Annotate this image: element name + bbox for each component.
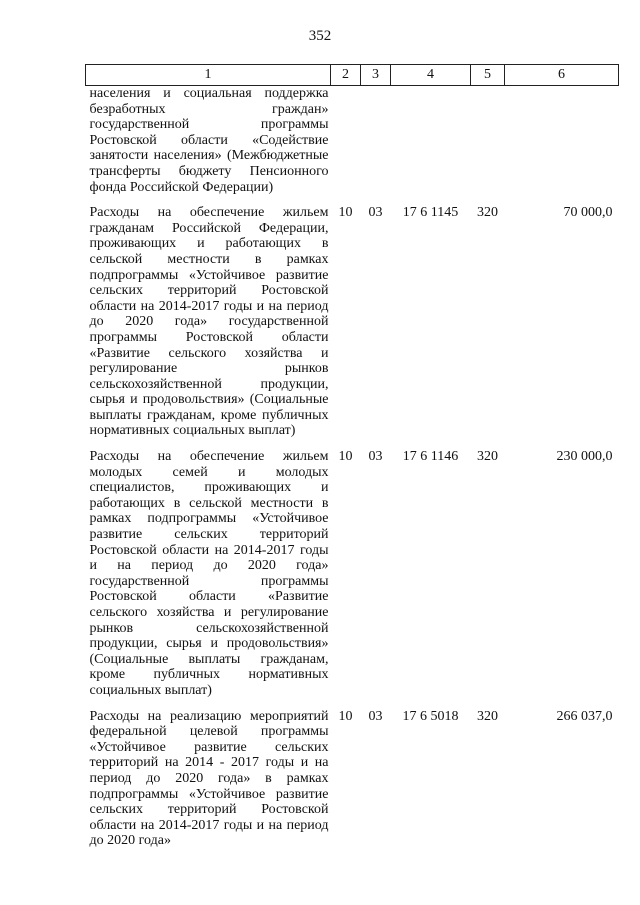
row-amount: 230 000,0: [556, 449, 613, 465]
row-subsection: 03: [368, 449, 383, 465]
row-subsection: 03: [368, 205, 383, 221]
row-amount: 266 037,0: [556, 708, 613, 724]
row-description: Расходы на обеспечение жильем гражданам Российской Федерации, проживающих и работающих в сельской местности в рамках подпрограммы «Устойчивое развитие сельских территорий Ростовской области на 2014-2017 годы и на период до 2020 года» государственной программы Ростовской области «Развитие сельского хозяйства и регулирование рынков сельскохозяйственной продукции, сырья и продовольствия» (Социальные выплаты гражданам, кроме публичных нормативных социальных выплат): [89, 205, 329, 439]
row-target-article: [391, 86, 471, 202]
row-target-article: 17 6 5018: [402, 708, 459, 724]
row-amount: 70 000,0: [563, 205, 613, 221]
row-target-article: 17 6 1146: [402, 449, 459, 465]
table-row: [86, 445, 619, 705]
row-section: 10: [338, 205, 353, 221]
row-subsection: [361, 86, 391, 202]
header-col-5: 5: [471, 65, 505, 86]
row-section: 10: [338, 449, 353, 465]
header-col-4: 4: [391, 65, 471, 86]
page-number: 352: [308, 28, 332, 44]
table-row: [86, 705, 619, 855]
row-expense-type: [471, 86, 505, 202]
header-col-1: 1: [86, 65, 331, 86]
row-expense-type: 320: [477, 449, 498, 465]
table-row: [86, 86, 619, 202]
table-row: [86, 201, 619, 445]
header-col-2: 2: [331, 65, 361, 86]
row-description: населения и социальная поддержка безработных граждан» государственной программы Ростовской области «Содействие занятости населения» (Межбюджетные трансферты бюджету Пенсионного фонда Российской Федерации): [89, 86, 329, 195]
row-target-article: 17 6 1145: [402, 205, 459, 221]
table-header-row: [86, 65, 619, 86]
row-subsection: 03: [368, 708, 383, 724]
row-description: Расходы на обеспечение жильем молодых семей и молодых специалистов, проживающих и работающих в сельской местности в рамках подпрограммы «Устойчивое развитие сельских территорий Ростовской области на 2014-2017 годы и на период до 2020 года» государственной программы Ростовской области «Развитие сельского хозяйства и регулирование рынков сельскохозяйственной продукции, сырья и продовольствия» (Социальные выплаты гражданам, кроме публичных нормативных социальных выплат): [89, 449, 329, 698]
row-description: Расходы на реализацию мероприятий федеральной целевой программы «Устойчивое развитие сельских территорий на 2014 - 2017 годы и на период до 2020 года» в рамках подпрограммы «Устойчивое развитие сельских территорий Ростовской области на 2014-2017 годы и на период до 2020 года»: [89, 708, 329, 849]
row-expense-type: 320: [477, 708, 498, 724]
budget-table: [85, 64, 619, 855]
row-section: 10: [338, 708, 353, 724]
header-col-6: 6: [505, 65, 619, 86]
row-expense-type: 320: [477, 205, 498, 221]
header-col-3: 3: [361, 65, 391, 86]
row-amount: [505, 86, 619, 202]
row-section: [331, 86, 361, 202]
